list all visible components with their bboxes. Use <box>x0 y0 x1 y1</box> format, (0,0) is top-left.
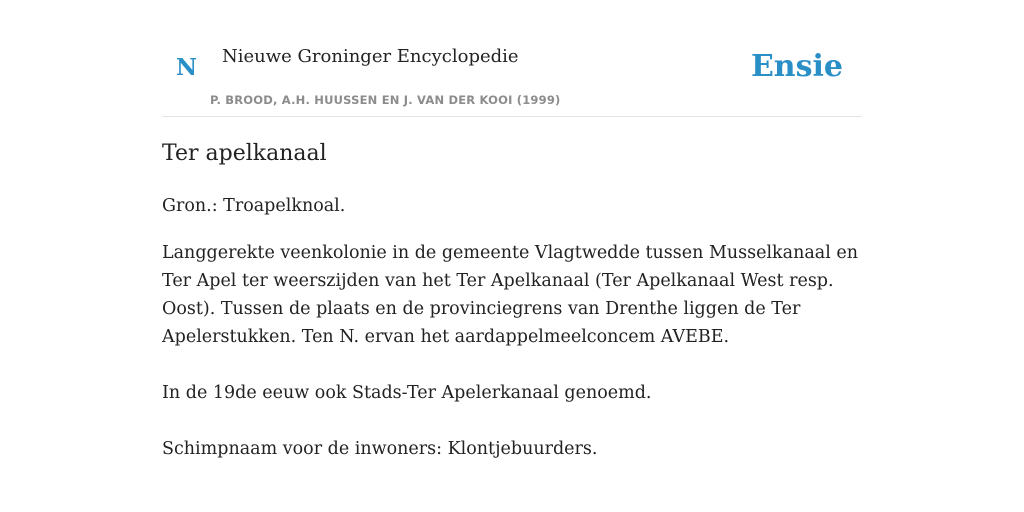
book-logo[interactable]: N <box>176 54 198 81</box>
entry-title: Ter apelkanaal <box>162 141 327 166</box>
history-paragraph: In de 19de eeuw ook Stads-Ter Apelerkanaal genoemd. <box>162 383 652 403</box>
entry-content <box>162 192 862 482</box>
book-authors: P. BROOD, A.H. HUUSSEN EN J. VAN DER KOOI (1999) <box>210 93 561 107</box>
ensie-logo-link[interactable]: Ensie <box>750 49 843 84</box>
nickname-paragraph: Schimpnaam voor de inwoners: Klontjebuurders. <box>162 439 598 459</box>
header <box>162 0 862 117</box>
book-title-link[interactable]: Nieuwe Groninger Encyclopedie <box>222 46 519 67</box>
dialect-name-paragraph: Gron.: Troapelknoal. <box>162 196 346 216</box>
description-paragraph: Langgerekte veenkolonie in de gemeente Vlagtwedde tussen Musselkanaal en Ter Apel ter weerszijden van het Ter Apelkanaal (Ter Apelkanaal West resp. Oost). Tussen de plaats en de provinciegrens van Drenthe liggen de Ter Apelerstukken. Ten N. ervan het aardappelmeelconcem AVEBE. <box>162 243 859 347</box>
